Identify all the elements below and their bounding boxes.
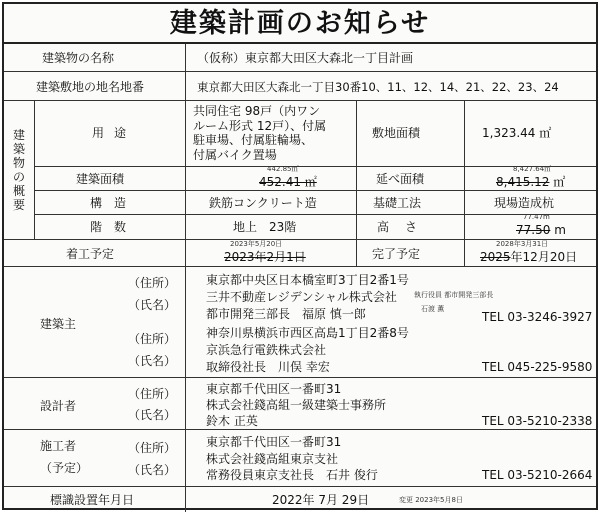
- structure-value: 鉄筋コンクリート造: [209, 196, 317, 210]
- col-divider: [464, 100, 465, 266]
- completion-date-original: 2025年12月20日: [480, 250, 578, 264]
- col-divider: [356, 100, 357, 266]
- row-divider: [4, 100, 596, 101]
- owner1-company: 三井不動産レジデンシャル株式会社: [206, 290, 397, 304]
- designer-label: 設計者: [40, 399, 77, 413]
- total-floor-area-revised: 8,427.64㎡: [513, 165, 552, 173]
- row-divider: [34, 166, 596, 167]
- posting-date-label: 標識設置年月日: [50, 493, 135, 507]
- building-area-label: 建築面積: [76, 172, 125, 186]
- owner1-phone: TEL 03-3246-3927: [482, 310, 593, 324]
- owner2-address: 神奈川県横浜市西区高島1丁目2番8号: [206, 326, 409, 340]
- contractor-rep: 常務役員東京支社長 石井 俊行: [206, 468, 378, 482]
- row-divider: [4, 429, 596, 430]
- site-area-value: 1,323.44 ㎡: [482, 126, 552, 140]
- start-date-label: 着工予定: [66, 247, 115, 261]
- site-address-value: 東京都大田区大森北一丁目30番10、11、12、14、21、22、23、24: [197, 80, 559, 94]
- col-divider: [34, 100, 35, 239]
- designer-address: 東京都千代田区一番町31: [206, 382, 342, 396]
- total-floor-area-original: 8,415.12 ㎡: [496, 175, 566, 189]
- overview-side-label: 建築物の概要: [12, 128, 25, 212]
- building-name-value: （仮称）東京都大田区大森北一丁目計画: [197, 51, 414, 65]
- floors-label: 階数: [90, 220, 139, 234]
- foundation-label: 基礎工法: [373, 196, 422, 210]
- contractor-label: 施工者: [40, 439, 77, 453]
- building-area-original: 452.41 ㎡: [259, 175, 317, 189]
- completion-date-revised: 2028年3月31日: [496, 240, 549, 248]
- owner2-address-label: （住所）: [128, 332, 177, 346]
- owner-label: 建築主: [40, 317, 77, 331]
- row-divider: [4, 486, 596, 487]
- owner1-stamp: 石渡 薫: [421, 305, 445, 313]
- height-label: 高さ: [377, 220, 434, 234]
- height-revised: 77.47m: [523, 213, 550, 221]
- designer-company: 株式会社錢高組一級建築士事務所: [206, 398, 387, 412]
- owner1-rep: 都市開発三部長 福原 慎一郎: [206, 307, 366, 321]
- owner2-rep: 取締役社長 川俣 幸宏: [206, 360, 330, 374]
- owner1-address-label: （住所）: [128, 276, 177, 290]
- owner2-name-label: （氏名）: [128, 354, 177, 368]
- completion-date-label: 完了予定: [372, 247, 421, 261]
- site-address-label: 建築敷地の地名地番: [36, 80, 145, 94]
- owner2-company: 京浜急行電鉄株式会社: [206, 343, 327, 357]
- start-date-revised: 2023年5月20日: [230, 240, 283, 248]
- owner1-name-label: （氏名）: [128, 298, 177, 312]
- contractor-address-label: （住所）: [128, 441, 177, 455]
- total-floor-area-label: 延べ面積: [376, 172, 425, 186]
- floors-value: 地上 23階: [233, 220, 297, 234]
- row-divider: [34, 190, 596, 191]
- designer-address-label: （住所）: [128, 387, 177, 401]
- owner2-phone: TEL 045-225-9580: [482, 360, 593, 374]
- row-divider: [4, 266, 596, 267]
- designer-phone: TEL 03-5210-2338: [482, 414, 593, 428]
- use-label: 用途: [92, 126, 137, 140]
- building-area-revised: 442.85㎡: [267, 165, 299, 173]
- row-divider: [4, 377, 596, 378]
- foundation-value: 現場造成杭: [494, 196, 555, 210]
- building-name-label: 建築物の名称: [42, 51, 115, 65]
- designer-rep: 鈴木 正英: [206, 414, 258, 428]
- posting-date-changed: 変更 2023年5月8日: [399, 496, 463, 504]
- row-divider: [4, 71, 596, 72]
- designer-name-label: （氏名）: [128, 408, 177, 422]
- page-title: 建築計画のお知らせ: [4, 4, 596, 44]
- col-divider: [185, 44, 186, 512]
- row-divider: [34, 214, 596, 215]
- contractor-company: 株式会社錢高組東京支社: [206, 452, 339, 466]
- owner1-note: 執行役員 都市開発三部長: [414, 291, 494, 299]
- owner1-address: 東京都中央区日本橋室町3丁目2番1号: [206, 273, 409, 287]
- use-value-line2: ルーム形式 12戸）、付属: [193, 118, 327, 133]
- site-area-label: 敷地面積: [372, 126, 421, 140]
- contractor-phone: TEL 03-5210-2664: [482, 468, 593, 482]
- use-value-line1: 共同住宅 98戸（内ワン: [193, 104, 321, 118]
- use-value-line3: 駐車場、付属駐輪場、: [193, 133, 314, 147]
- contractor-name-label: （氏名）: [128, 463, 177, 477]
- contractor-tentative: （予定）: [40, 461, 89, 475]
- contractor-address: 東京都千代田区一番町31: [206, 435, 342, 449]
- structure-label: 構造: [90, 196, 139, 210]
- posting-date-value: 2022年 7月 29日: [272, 493, 370, 507]
- height-original: 77.50 m: [516, 223, 566, 237]
- start-date-original: 2023年2月1日: [224, 250, 306, 264]
- use-value-line4: 付属バイク置場: [193, 147, 277, 162]
- notice-board: [2, 2, 598, 510]
